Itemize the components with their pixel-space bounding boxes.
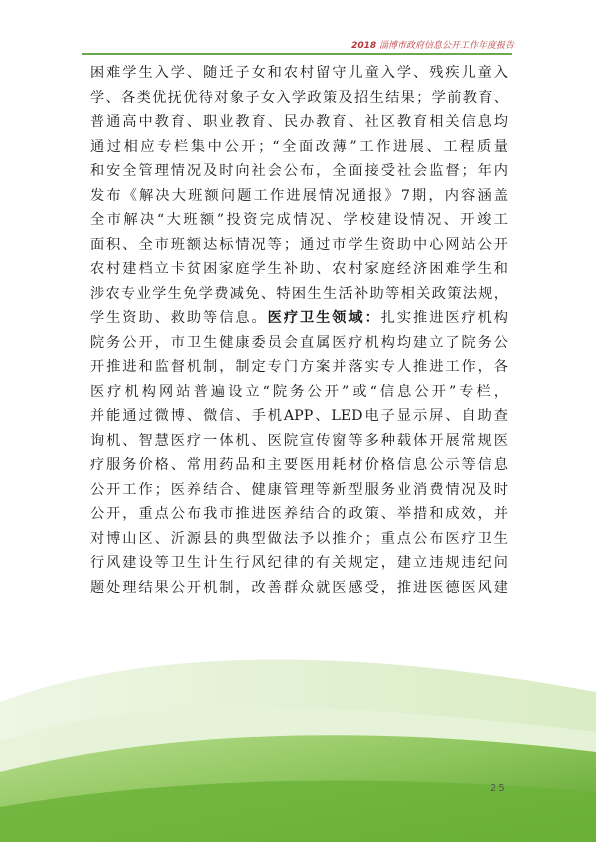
text-line: 学、各类优抚优待对象子女入学政策及招生结果；学前教育、 xyxy=(90,89,508,106)
text-line: 询机、智慧医疗一体机、医院宣传窗等多种载体开展常规医 xyxy=(90,432,508,449)
running-header xyxy=(351,38,514,51)
page-number: 25 xyxy=(490,783,507,794)
text-line: 开推进和监督机制，制定专门方案并落实专人推进工作，各 xyxy=(90,359,508,375)
header-year: 2018 xyxy=(351,41,377,51)
text-line: 涉农专业学生免学费减免、特困生生活补助等相关政策法规， xyxy=(90,285,508,302)
text-line: 全市解决“大班额”投资完成情况、学校建设情况、开竣工 xyxy=(90,212,508,228)
text-line: 医疗机构网站普遍设立“院务公开”或“信息公开”专栏， xyxy=(90,383,508,400)
text-line-with-heading xyxy=(90,306,508,331)
header-divider xyxy=(82,53,512,55)
text-line: 并能通过微博、微信、手机APP、LED电子显示屏、自助查 xyxy=(90,408,508,424)
header-title: 淄博市政府信息公开工作年度报告 xyxy=(376,41,514,51)
text-line: 行风建设等卫生计生行风纪律的有关规定，建立违规违纪问 xyxy=(90,555,508,571)
paragraph-end: 学生资助、救助等信息。 xyxy=(90,310,268,326)
text-line: 公开，重点公布我市推进医养结合的政策、举措和成效，并 xyxy=(90,506,508,522)
text-line: 和安全管理情况及时向社会公布，全面接受社会监督；年内 xyxy=(90,163,508,179)
section-lead: 扎实推进医疗机构 xyxy=(380,310,508,326)
section-heading: 医疗卫生领域： xyxy=(267,310,381,326)
text-line: 疗服务价格、常用药品和主要医用耗材价格信息公示等信息 xyxy=(90,457,508,473)
text-line: 发布《解决大班额问题工作进展情况通报》7期，内容涵盖 xyxy=(90,187,508,204)
text-line: 对博山区、沂源县的典型做法予以推介；重点公布医疗卫生 xyxy=(90,530,508,547)
text-line: 公开工作；医养结合、健康管理等新型服务业消费情况及时 xyxy=(90,481,508,498)
text-line: 农村建档立卡贫困家庭学生补助、农村家庭经济困难学生和 xyxy=(90,261,508,277)
text-line: 题处理结果公开机制，改善群众就医感受，推进医德医风建 xyxy=(90,579,508,596)
text-line: 通过相应专栏集中公开；“全面改薄”工作进展、工程质量 xyxy=(90,138,508,155)
text-line: 困难学生入学、随迁子女和农村留守儿童入学、残疾儿童入 xyxy=(90,65,508,81)
text-line: 面积、全市班额达标情况等；通过市学生资助中心网站公开 xyxy=(90,236,508,253)
footer-decoration xyxy=(0,632,596,842)
body-text xyxy=(90,61,508,600)
text-line: 院务公开，市卫生健康委员会直属医疗机构均建立了院务公 xyxy=(90,334,508,351)
text-line: 普通高中教育、职业教育、民办教育、社区教育相关信息均 xyxy=(90,114,508,130)
